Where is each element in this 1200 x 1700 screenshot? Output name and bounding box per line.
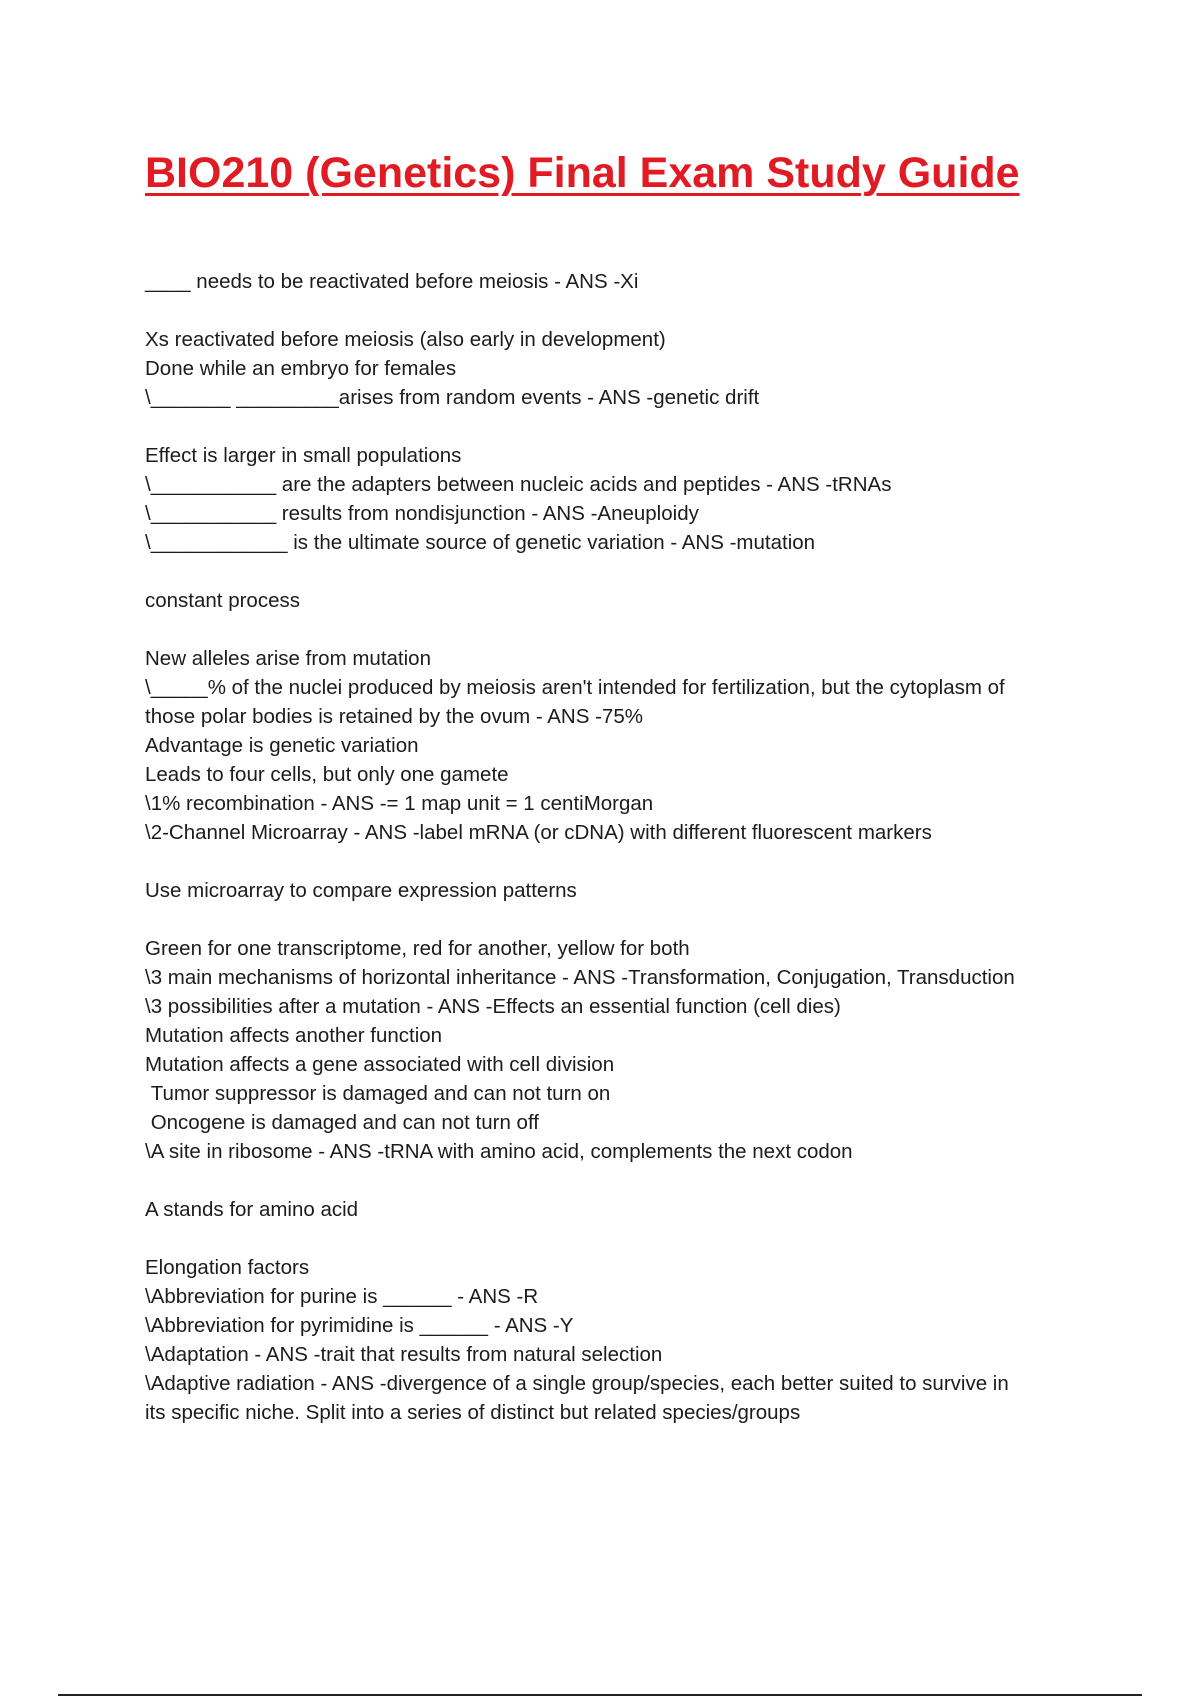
blank-line [145, 1224, 1095, 1253]
text-line: Effect is larger in small populations [145, 444, 462, 467]
text-line: \_____% of the nuclei produced by meiosis aren't intended for fertilization, but the cytoplasm of [145, 676, 1005, 699]
text-line: Use microarray to compare expression patterns [145, 879, 577, 902]
page-title: BIO210 (Genetics) Final Exam Study Guide [145, 149, 1020, 197]
text-line: \Adaptive radiation - ANS -divergence of a single group/species, each better suited to survive in [145, 1372, 1009, 1395]
blank-line [145, 557, 1095, 586]
text-line: \2-Channel Microarray - ANS -label mRNA (or cDNA) with different fluorescent markers [145, 821, 932, 844]
text-line: \Abbreviation for pyrimidine is ______ - ANS -Y [145, 1314, 574, 1337]
text-line: \3 possibilities after a mutation - ANS -Effects an essential function (cell dies) [145, 995, 841, 1018]
text-line: New alleles arise from mutation [145, 647, 431, 670]
blank-line [145, 412, 1095, 441]
text-line: \1% recombination - ANS -= 1 map unit = 1 centiMorgan [145, 792, 654, 815]
blank-line [145, 615, 1095, 644]
text-line: Mutation affects another function [145, 1024, 443, 1047]
text-line: \_______ _________arises from random events - ANS -genetic drift [145, 386, 760, 409]
text-line: those polar bodies is retained by the ovum - ANS -75% [145, 705, 643, 728]
text-line: Mutation affects a gene associated with cell division [145, 1053, 615, 1076]
text-line: constant process [145, 589, 300, 612]
text-line: \Abbreviation for purine is ______ - ANS -R [145, 1285, 539, 1308]
text-line: \Adaptation - ANS -trait that results from natural selection [145, 1343, 663, 1366]
text-line: \___________ results from nondisjunction - ANS -Aneuploidy [145, 502, 699, 525]
text-line: Leads to four cells, but only one gamete [145, 763, 509, 786]
text-line: Oncogene is damaged and can not turn off [145, 1111, 539, 1134]
study-guide-body [145, 267, 1095, 1427]
text-line: Xs reactivated before meiosis (also early in development) [145, 328, 666, 351]
text-line: its specific niche. Split into a series of distinct but related species/groups [145, 1401, 801, 1424]
text-line: Elongation factors [145, 1256, 310, 1279]
text-line: \A site in ribosome - ANS -tRNA with amino acid, complements the next codon [145, 1140, 853, 1163]
blank-line [145, 847, 1095, 876]
page-bottom-divider [58, 1694, 1142, 1696]
text-line: Advantage is genetic variation [145, 734, 419, 757]
blank-line [145, 296, 1095, 325]
text-line: \___________ are the adapters between nucleic acids and peptides - ANS -tRNAs [145, 473, 892, 496]
text-line: Done while an embryo for females [145, 357, 457, 380]
text-line: Green for one transcriptome, red for another, yellow for both [145, 937, 690, 960]
text-line: \3 main mechanisms of horizontal inheritance - ANS -Transformation, Conjugation, Transduction [145, 966, 1015, 989]
text-line: ____ needs to be reactivated before meiosis - ANS -Xi [145, 270, 639, 293]
text-line: Tumor suppressor is damaged and can not turn on [145, 1082, 611, 1105]
text-line: \____________ is the ultimate source of genetic variation - ANS -mutation [145, 531, 816, 554]
blank-line [145, 905, 1095, 934]
text-line: A stands for amino acid [145, 1198, 359, 1221]
blank-line [145, 1166, 1095, 1195]
